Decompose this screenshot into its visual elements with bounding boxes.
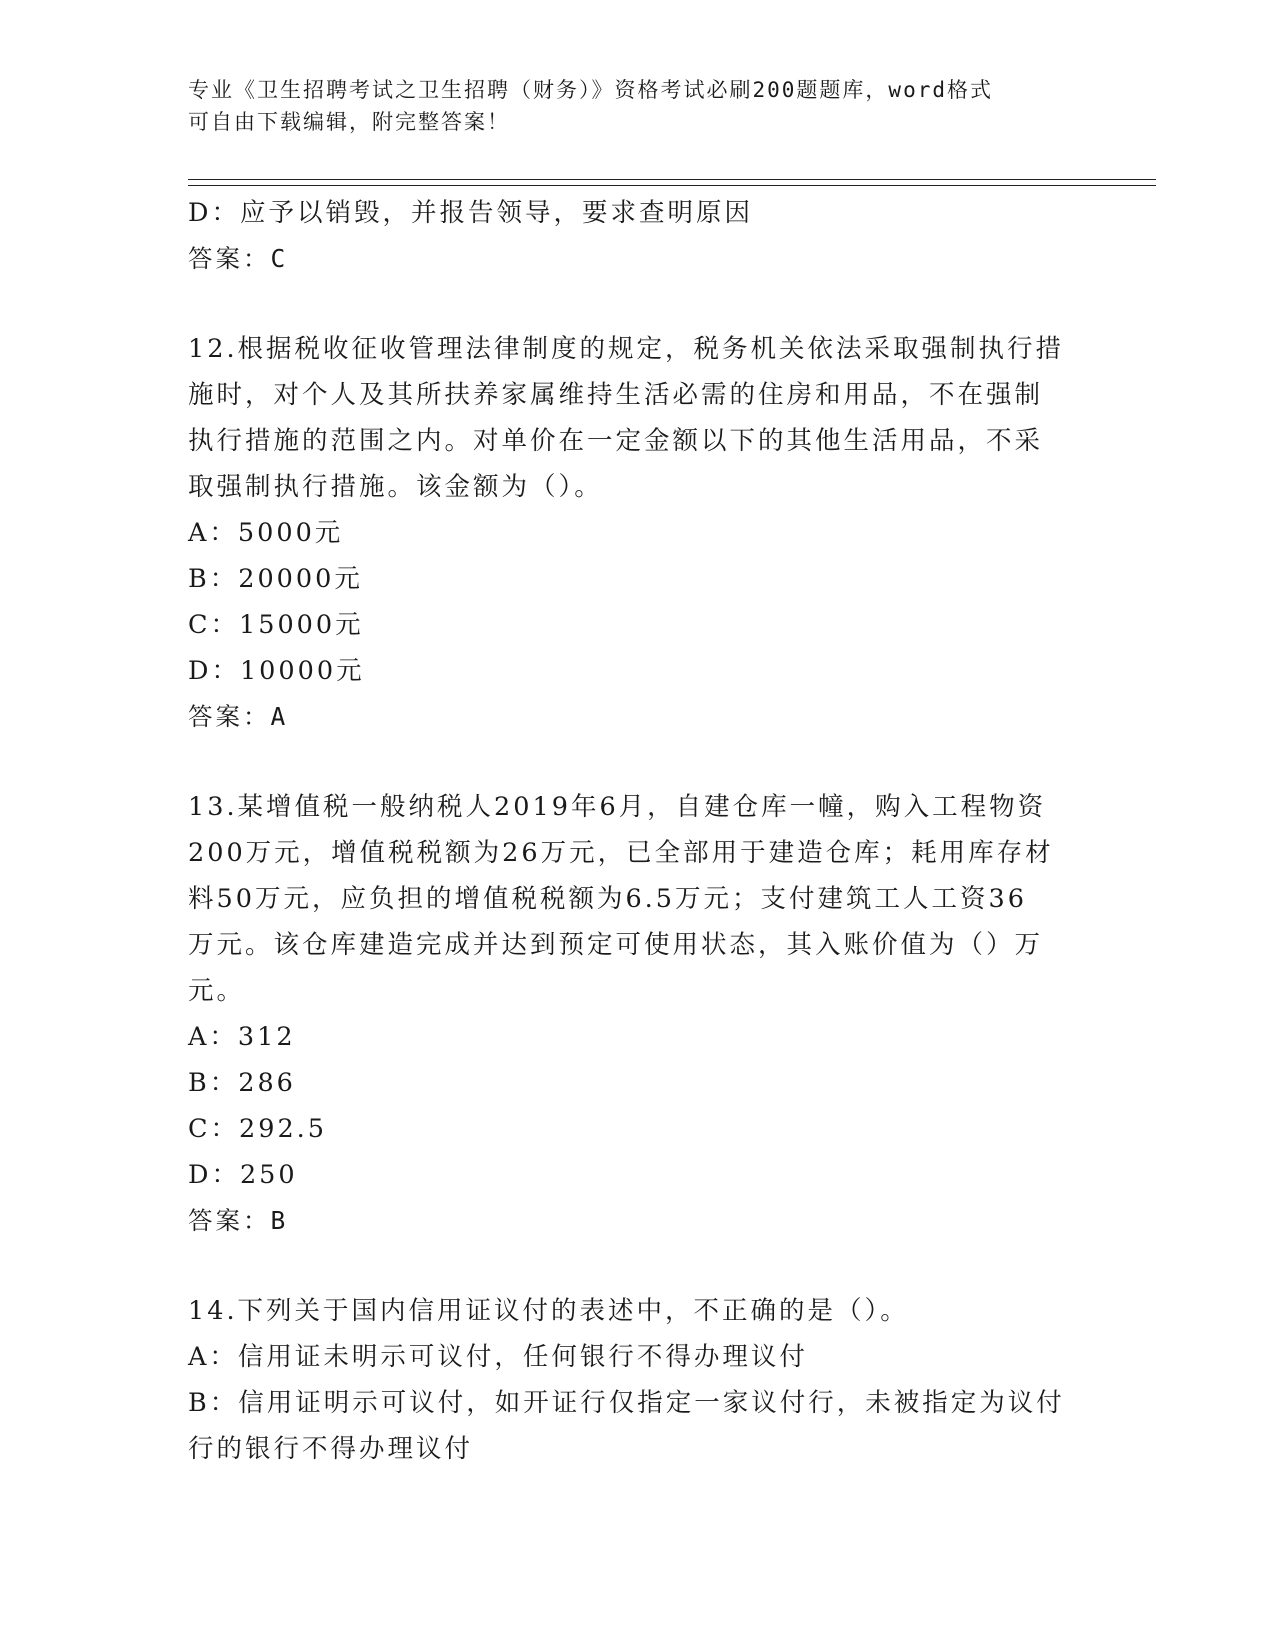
document-header xyxy=(188,74,1068,138)
option-a: A：312 xyxy=(188,1022,296,1052)
question-text-line: 12.根据税收征收管理法律制度的规定，税务机关依法采取强制执行措 xyxy=(188,334,1065,364)
answer-line: 答案：A xyxy=(188,702,289,731)
question-13 xyxy=(188,784,1088,1244)
spacer xyxy=(188,1244,1088,1288)
option-d: D：250 xyxy=(188,1160,298,1190)
spacer xyxy=(188,282,1088,326)
option-b: B：信用证明示可议付，如开证行仅指定一家议付行，未被指定为议付 xyxy=(188,1388,1065,1418)
option-b: B：286 xyxy=(188,1068,296,1098)
header-divider-top xyxy=(188,179,1156,180)
question-14 xyxy=(188,1288,1088,1472)
question-text-line: 元。 xyxy=(188,976,246,1006)
header-divider-bottom xyxy=(188,185,1156,186)
answer-line: 答案：C xyxy=(188,244,289,273)
answer-line: 答案：B xyxy=(188,1206,289,1235)
option-c: C：292.5 xyxy=(188,1114,328,1144)
question-text-line: 执行措施的范围之内。对单价在一定金额以下的其他生活用品，不采 xyxy=(188,426,1044,456)
option-d: D：应予以销毁，并报告领导，要求查明原因 xyxy=(188,198,753,228)
question-text-line: 200万元，增值税税额为26万元，已全部用于建造仓库；耗用库存材 xyxy=(188,838,1054,868)
question-text-line: 料50万元，应负担的增值税税额为6.5万元；支付建筑工人工资36 xyxy=(188,884,1027,914)
spacer xyxy=(188,740,1088,784)
question-text-line: 万元。该仓库建造完成并达到预定可使用状态，其入账价值为（）万 xyxy=(188,930,1044,960)
question-list xyxy=(188,190,1088,1472)
question-text-line: 14.下列关于国内信用证议付的表述中，不正确的是（）。 xyxy=(188,1296,909,1326)
header-title-line-2: 可自由下载编辑，附完整答案！ xyxy=(188,110,510,134)
option-a: A：5000元 xyxy=(188,518,344,548)
question-12 xyxy=(188,326,1088,740)
option-a: A：信用证未明示可议付，任何银行不得办理议付 xyxy=(188,1342,808,1372)
option-b: B：20000元 xyxy=(188,564,363,594)
question-text-line: 取强制执行措施。该金额为（）。 xyxy=(188,472,603,502)
option-d: D：10000元 xyxy=(188,656,365,686)
question-text-line: 施时，对个人及其所扶养家属维持生活必需的住房和用品，不在强制 xyxy=(188,380,1044,410)
option-c: C：15000元 xyxy=(188,610,364,640)
option-b-continuation: 行的银行不得办理议付 xyxy=(188,1434,474,1464)
header-title-line-1: 专业《卫生招聘考试之卫生招聘（财务）》资格考试必刷200题题库，word格式 xyxy=(188,78,993,102)
previous-question-tail xyxy=(188,190,1088,282)
question-text-line: 13.某增值税一般纳税人2019年6月，自建仓库一幢，购入工程物资 xyxy=(188,792,1047,822)
